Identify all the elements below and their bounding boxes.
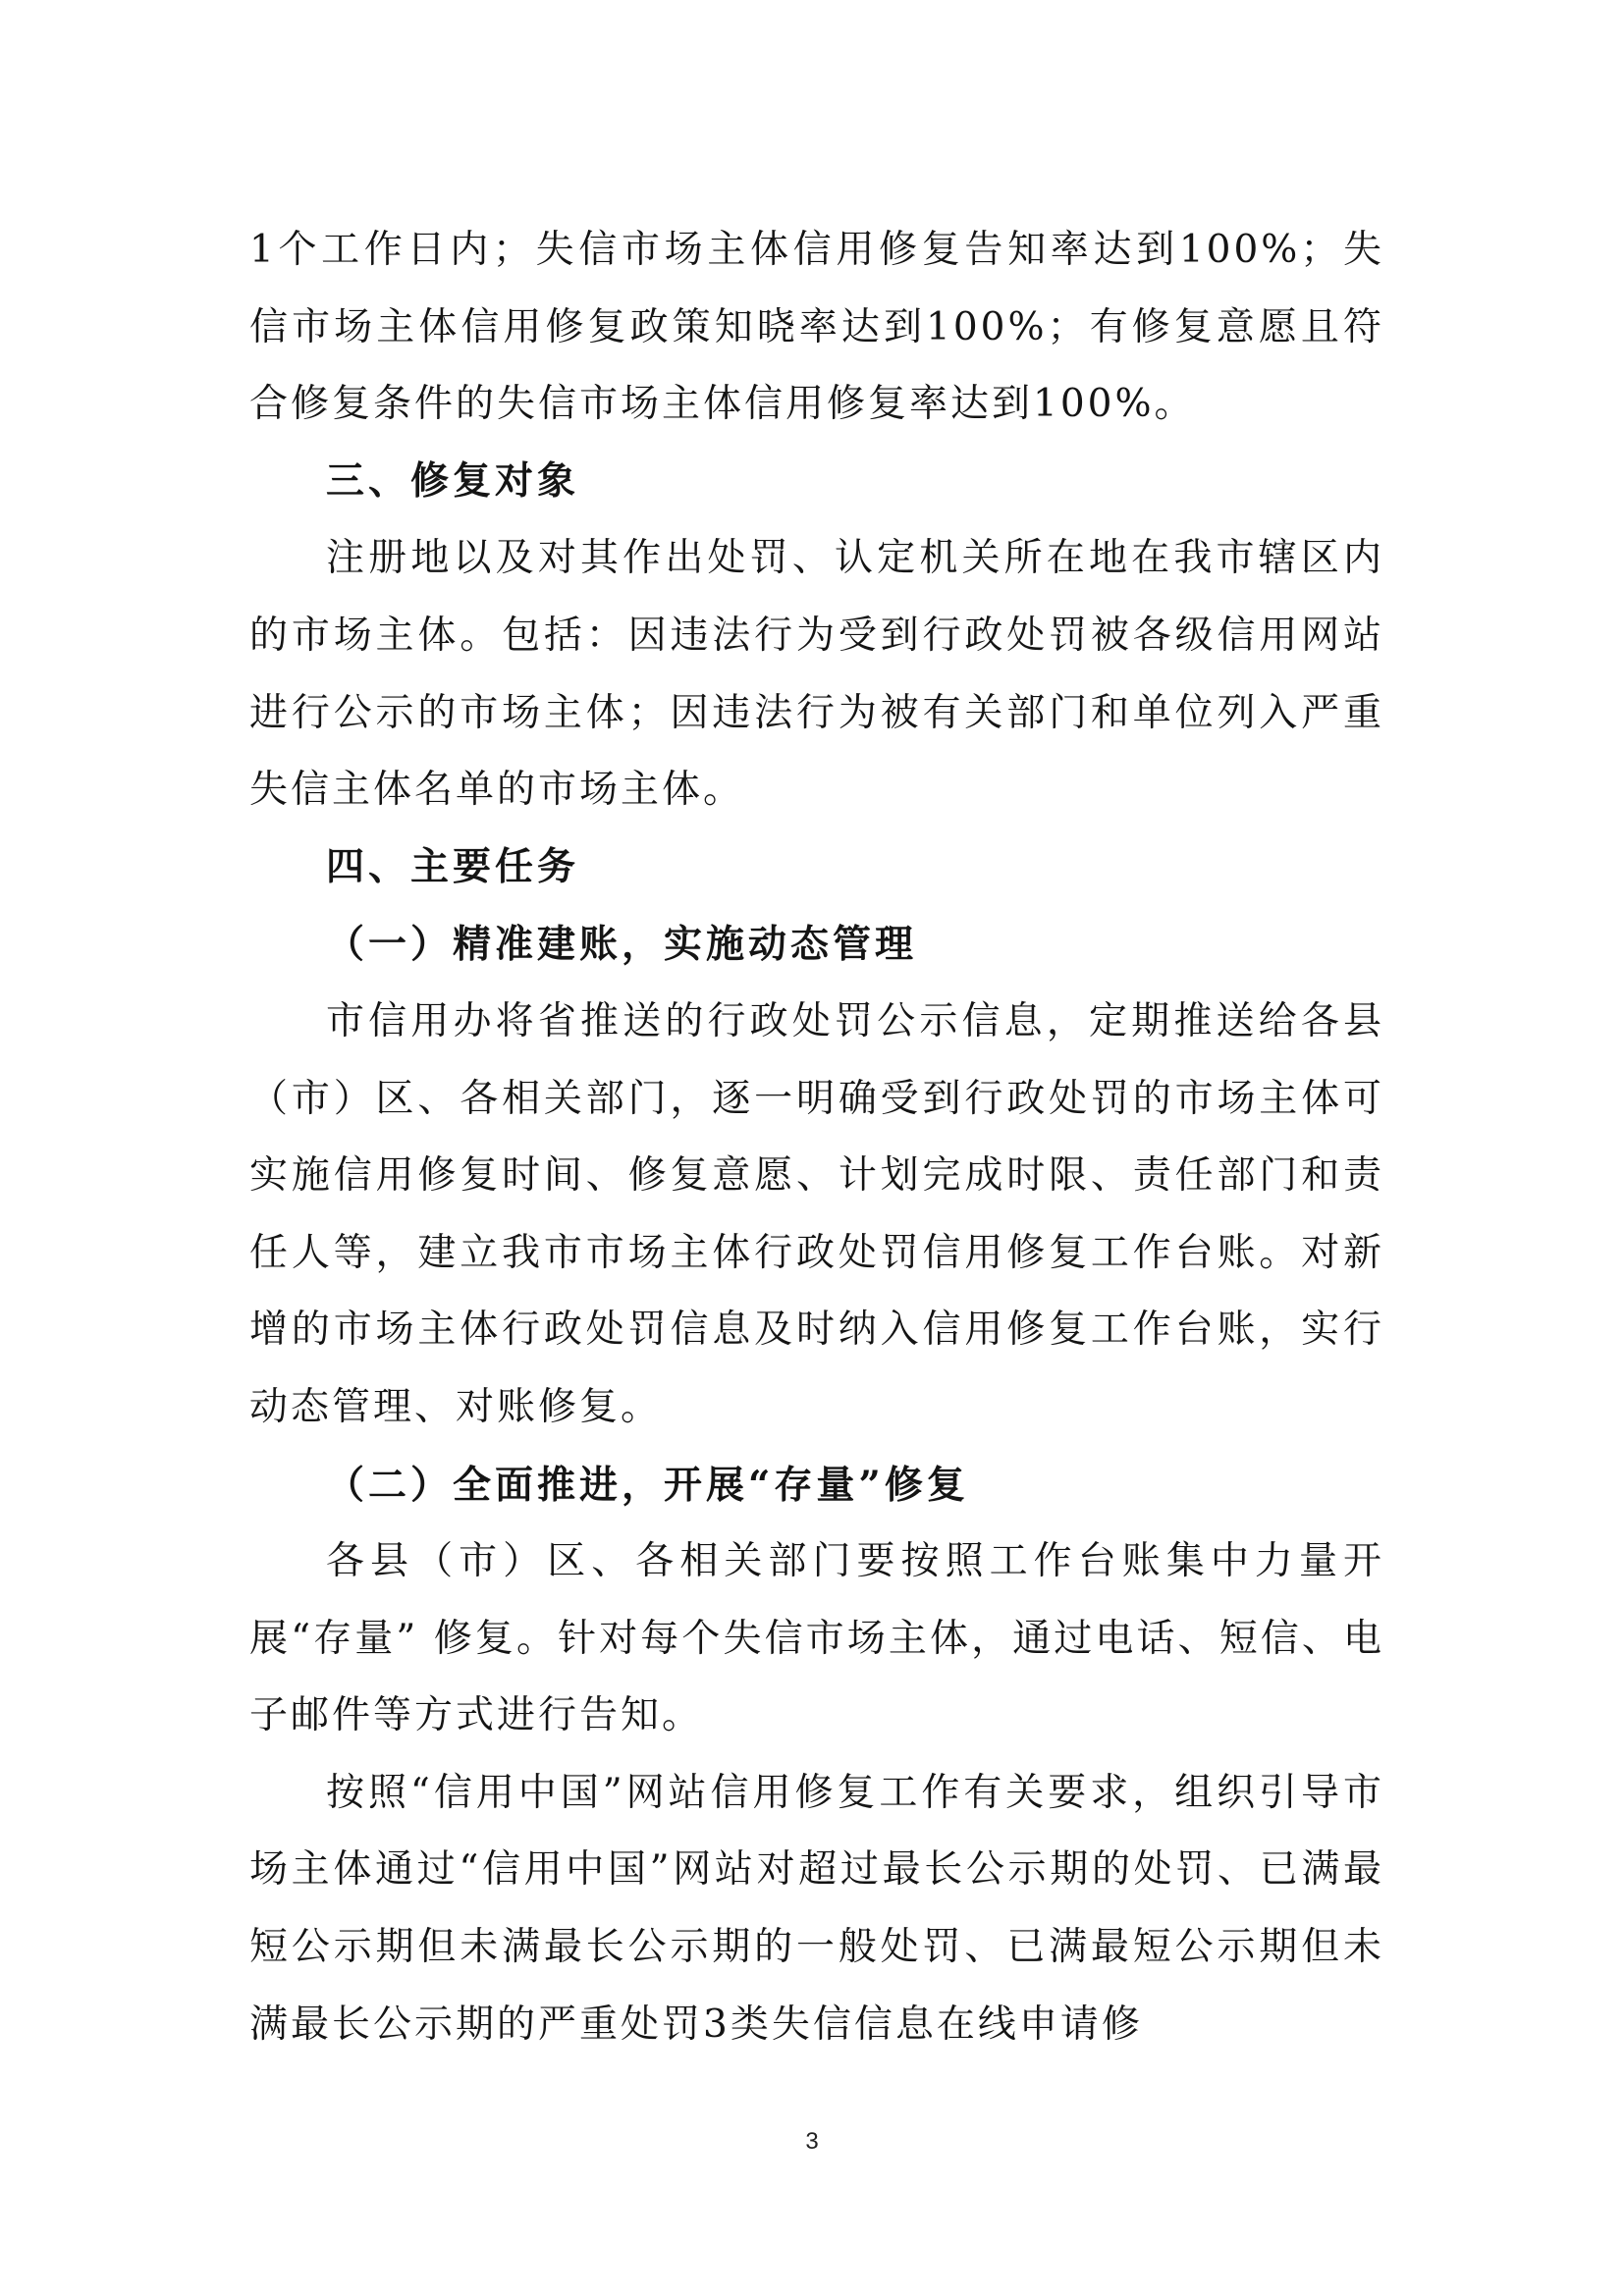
document-body (249, 212, 1384, 2063)
paragraph-stock-repair: 各县（市）区、各相关部门要按照工作台账集中力量开展“存量” 修复。针对每个失信市场主体，通过电话、短信、电子邮件等方式进行告知。 (249, 1539, 1384, 1738)
paragraph-ledger: 市信用办将省推送的行政处罚公示信息，定期推送给各县（市）区、各相关部门，逐一明确受到行政处罚的市场主体可实施信用修复时间、修复意愿、计划完成时限、责任部门和责任人等，建立我市市场主体行政处罚信用修复工作台账。对新增的市场主体行政处罚信息及时纳入信用修复工作台账，实行动态管理、对账修复。 (249, 998, 1384, 1429)
section-heading-main-tasks: 四、主要任务 (326, 844, 580, 889)
paragraph-continuation: 1个工作日内；失信市场主体信用修复告知率达到100%；失信市场主体信用修复政策知晓率达到100%；有修复意愿且符合修复条件的失信市场主体信用修复率达到100%。 (249, 228, 1384, 427)
paragraph-credit-china: 按照“信用中国”网站信用修复工作有关要求，组织引导市场主体通过“信用中国”网站对超过最长公示期的处罚、已满最短公示期但未满最长公示期的一般处罚、已满最短公示期但未满最长公示期的严重处罚3类失信信息在线申请修 (249, 1770, 1384, 2047)
subheading-ledger: （一）精准建账，实施动态管理 (326, 922, 918, 968)
subheading-stock-repair: （二）全面推进，开展“存量”修复 (326, 1462, 969, 1508)
page-number: 3 (805, 2128, 819, 2155)
section-heading-repair-targets: 三、修复对象 (326, 458, 580, 504)
paragraph-repair-targets: 注册地以及对其作出处罚、认定机关所在地在我市辖区内的市场主体。包括：因违法行为受到行政处罚被各级信用网站进行公示的市场主体；因违法行为被有关部门和单位列入严重失信主体名单的市场主体。 (249, 536, 1384, 813)
